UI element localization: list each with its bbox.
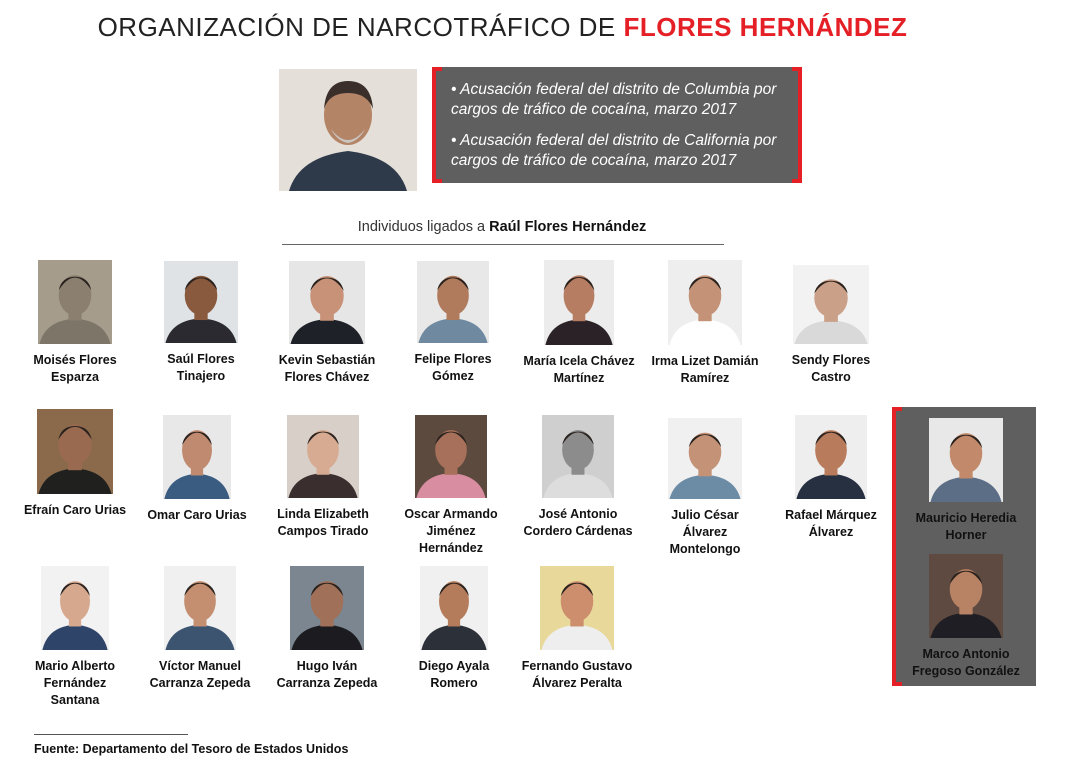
title-prefix: ORGANIZACIÓN DE NARCOTRÁFICO DE [97, 12, 624, 42]
person-name: Fernando Gustavo Álvarez Peralta [521, 659, 633, 690]
person-name: Omar Caro Urias [147, 508, 247, 522]
person-photo [290, 566, 364, 650]
main-suspect-photo [279, 69, 417, 191]
person-photo [929, 554, 1003, 638]
footer-divider [34, 734, 188, 735]
person-card [135, 566, 265, 692]
person-card [10, 260, 140, 386]
charge-2: • Acusación federal del distrito de California por cargos de tráfico de cocaína, marzo 2017 [451, 132, 777, 169]
person-card [10, 566, 140, 709]
title-highlight: FLORES HERNÁNDEZ [623, 12, 908, 42]
person-card [386, 415, 516, 557]
person-photo [38, 260, 112, 344]
person-card [640, 260, 770, 387]
person-card [262, 261, 392, 386]
person-photo [668, 418, 742, 499]
person-photo [544, 260, 614, 345]
person-photo [415, 415, 487, 498]
person-name: María Icela Chávez Martínez [523, 354, 635, 385]
person-name: Rafael Márquez Álvarez [785, 508, 877, 539]
person-name: Julio César Álvarez Montelongo [669, 508, 741, 556]
person-name: Hugo Iván Carranza Zepeda [276, 659, 378, 690]
person-photo [289, 261, 365, 344]
person-photo [542, 415, 614, 498]
person-photo [420, 566, 488, 650]
subtitle-prefix: Individuos ligados a [357, 219, 490, 235]
person-card [513, 415, 643, 540]
person-name: Mauricio Heredia Horner [915, 511, 1017, 542]
person-name: Víctor Manuel Carranza Zepeda [149, 659, 251, 690]
person-card [766, 265, 896, 386]
person-photo [793, 265, 869, 344]
person-name: Felipe Flores Gómez [414, 352, 492, 383]
person-card [10, 409, 140, 519]
person-photo [795, 415, 867, 499]
person-name: Sendy Flores Castro [791, 353, 871, 384]
person-card [514, 260, 644, 387]
subtitle-name: Raúl Flores Hernández [489, 219, 647, 235]
person-card [640, 418, 770, 558]
person-card [896, 554, 1036, 680]
person-name: Marco Antonio Fregoso González [912, 647, 1020, 678]
person-photo [164, 566, 236, 650]
person-name: Mario Alberto Fernández Santana [34, 659, 116, 707]
person-photo [929, 418, 1003, 502]
charge-1: • Acusación federal del distrito de Columbia por cargos de tráfico de cocaína, marzo 2017 [451, 81, 777, 118]
person-name: Kevin Sebastián Flores Chávez [278, 353, 376, 384]
person-card [896, 418, 1036, 544]
charges-panel [432, 67, 802, 183]
person-photo [540, 566, 614, 650]
person-card [766, 415, 896, 541]
section-subtitle [280, 219, 724, 235]
person-photo [417, 261, 489, 343]
person-card [132, 415, 262, 524]
person-name: Moisés Flores Esparza [33, 353, 117, 384]
person-card [258, 415, 388, 540]
person-photo [164, 261, 238, 343]
person-card [136, 261, 266, 385]
person-name: Irma Lizet Damián Ramírez [651, 354, 759, 385]
person-photo [37, 409, 113, 494]
person-photo [163, 415, 231, 499]
person-card [512, 566, 642, 692]
page-title [0, 12, 1005, 43]
person-photo [41, 566, 109, 650]
person-name: Linda Elizabeth Campos Tirado [277, 507, 369, 538]
person-card [262, 566, 392, 692]
source-note: Fuente: Departamento del Tesoro de Estados Unidos [34, 742, 349, 756]
person-photo [668, 260, 742, 345]
subtitle-divider [282, 244, 724, 245]
person-card [388, 261, 518, 385]
person-name: Diego Ayala Romero [418, 659, 490, 690]
person-photo [287, 415, 359, 498]
person-name: José Antonio Cordero Cárdenas [523, 507, 633, 538]
person-name: Saúl Flores Tinajero [167, 352, 235, 383]
person-name: Efraín Caro Urias [23, 503, 127, 517]
person-name: Oscar Armando Jiménez Hernández [404, 507, 498, 555]
person-card [389, 566, 519, 692]
